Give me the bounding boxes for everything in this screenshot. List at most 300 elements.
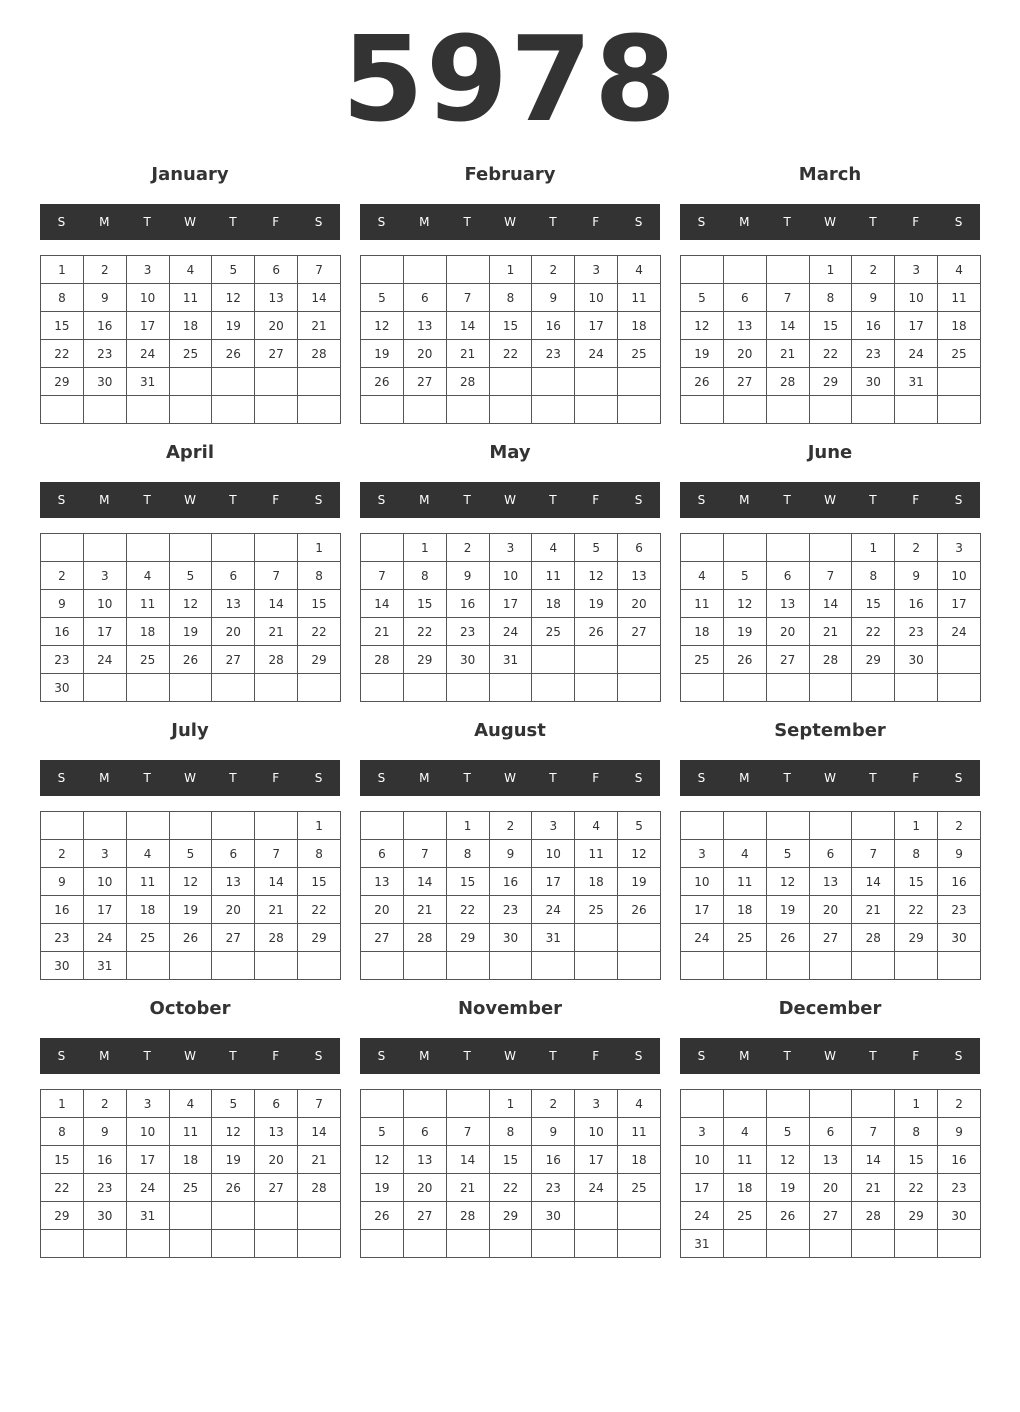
day-cell: 27 bbox=[809, 924, 852, 952]
day-cell: 6 bbox=[766, 562, 809, 590]
month-name: June bbox=[807, 442, 853, 463]
day-cell: 31 bbox=[681, 1230, 724, 1258]
weekday-label: S bbox=[697, 771, 706, 785]
day-cell: 15 bbox=[446, 868, 489, 896]
day-cell: 7 bbox=[298, 1090, 341, 1118]
day-cell: 23 bbox=[446, 618, 489, 646]
day-cell: 15 bbox=[895, 1146, 938, 1174]
day-cell: 19 bbox=[212, 1146, 255, 1174]
day-cell: 13 bbox=[809, 1146, 852, 1174]
day-cell: 28 bbox=[361, 646, 404, 674]
day-cell: 31 bbox=[126, 368, 169, 396]
empty-cell bbox=[255, 812, 298, 840]
day-cell: 25 bbox=[723, 924, 766, 952]
weekday-label: S bbox=[314, 493, 323, 507]
day-cell: 21 bbox=[852, 896, 895, 924]
day-cell: 26 bbox=[169, 646, 212, 674]
day-cell: 3 bbox=[681, 840, 724, 868]
weekday-label: F bbox=[272, 215, 280, 229]
weekday-header bbox=[360, 1038, 660, 1074]
day-cell: 3 bbox=[83, 840, 126, 868]
empty-cell bbox=[446, 674, 489, 702]
month-september bbox=[680, 713, 980, 983]
day-cell: 31 bbox=[126, 1202, 169, 1230]
day-cell: 23 bbox=[83, 340, 126, 368]
weekday-header bbox=[40, 204, 340, 240]
day-cell: 22 bbox=[298, 896, 341, 924]
day-cell: 26 bbox=[766, 924, 809, 952]
day-cell: 13 bbox=[255, 1118, 298, 1146]
empty-cell bbox=[575, 1202, 618, 1230]
weekday-label: S bbox=[314, 215, 323, 229]
month-name: October bbox=[149, 998, 231, 1019]
day-cell: 16 bbox=[532, 1146, 575, 1174]
empty-cell bbox=[169, 368, 212, 396]
weekday-label: T bbox=[463, 1049, 471, 1063]
month-name: April bbox=[165, 442, 215, 463]
weekday-label: T bbox=[783, 771, 791, 785]
empty-cell bbox=[212, 952, 255, 980]
day-cell: 12 bbox=[361, 312, 404, 340]
week-row bbox=[681, 1202, 981, 1230]
weekday-label: T bbox=[869, 493, 877, 507]
week-row bbox=[681, 868, 981, 896]
week-row bbox=[361, 868, 661, 896]
empty-cell bbox=[895, 1230, 938, 1258]
day-cell: 14 bbox=[255, 590, 298, 618]
weekday-label: T bbox=[549, 771, 557, 785]
weekday-label: M bbox=[419, 771, 430, 785]
day-cell: 14 bbox=[852, 1146, 895, 1174]
weekday-label: F bbox=[592, 1049, 600, 1063]
empty-cell bbox=[681, 534, 724, 562]
week-row bbox=[361, 1090, 661, 1118]
day-cell: 12 bbox=[212, 1118, 255, 1146]
empty-cell bbox=[766, 812, 809, 840]
month-name: November bbox=[457, 998, 563, 1019]
day-cell: 2 bbox=[532, 1090, 575, 1118]
weekday-label: T bbox=[549, 215, 557, 229]
day-cell: 27 bbox=[618, 618, 661, 646]
weekday-label: W bbox=[504, 1049, 516, 1063]
empty-cell bbox=[446, 1230, 489, 1258]
empty-cell bbox=[852, 812, 895, 840]
day-cell: 4 bbox=[126, 840, 169, 868]
empty-cell bbox=[938, 646, 981, 674]
day-cell: 14 bbox=[852, 868, 895, 896]
day-cell: 22 bbox=[895, 1174, 938, 1202]
day-cell: 6 bbox=[809, 1118, 852, 1146]
weekday-label: F bbox=[912, 771, 920, 785]
week-row bbox=[41, 1146, 341, 1174]
day-cell: 13 bbox=[766, 590, 809, 618]
day-cell: 9 bbox=[938, 1118, 981, 1146]
week-row bbox=[681, 256, 981, 284]
week-row bbox=[41, 284, 341, 312]
day-cell: 18 bbox=[618, 1146, 661, 1174]
week-row bbox=[361, 646, 661, 674]
empty-cell bbox=[169, 1230, 212, 1258]
weekday-label: T bbox=[549, 493, 557, 507]
weekday-label: T bbox=[783, 215, 791, 229]
empty-cell bbox=[532, 396, 575, 424]
empty-cell bbox=[298, 396, 341, 424]
week-row bbox=[361, 312, 661, 340]
day-cell: 2 bbox=[41, 840, 84, 868]
day-cell: 5 bbox=[361, 1118, 404, 1146]
day-cell: 18 bbox=[681, 618, 724, 646]
day-cell: 30 bbox=[938, 924, 981, 952]
week-row bbox=[681, 312, 981, 340]
day-cell: 5 bbox=[212, 256, 255, 284]
empty-cell bbox=[895, 952, 938, 980]
day-cell: 27 bbox=[255, 340, 298, 368]
weekday-label: W bbox=[184, 215, 196, 229]
week-row bbox=[361, 1202, 661, 1230]
day-cell: 3 bbox=[575, 1090, 618, 1118]
day-cell: 9 bbox=[41, 868, 84, 896]
day-cell: 2 bbox=[83, 1090, 126, 1118]
empty-cell bbox=[723, 1090, 766, 1118]
day-cell: 12 bbox=[723, 590, 766, 618]
empty-cell bbox=[403, 952, 446, 980]
empty-cell bbox=[618, 924, 661, 952]
day-cell: 19 bbox=[618, 868, 661, 896]
weekday-label: M bbox=[99, 493, 110, 507]
month-may bbox=[360, 435, 660, 705]
day-cell: 20 bbox=[361, 896, 404, 924]
week-row bbox=[681, 924, 981, 952]
year-title: 5978 bbox=[341, 10, 679, 148]
weekday-label: S bbox=[377, 493, 386, 507]
day-cell: 25 bbox=[618, 1174, 661, 1202]
day-cell: 27 bbox=[403, 1202, 446, 1230]
day-cell: 26 bbox=[575, 618, 618, 646]
day-cell: 6 bbox=[403, 284, 446, 312]
week-row bbox=[41, 590, 341, 618]
day-cell: 24 bbox=[575, 1174, 618, 1202]
day-cell: 1 bbox=[895, 1090, 938, 1118]
month-name: September bbox=[774, 720, 886, 741]
week-row bbox=[361, 340, 661, 368]
day-cell: 30 bbox=[532, 1202, 575, 1230]
empty-cell bbox=[575, 674, 618, 702]
day-cell: 1 bbox=[41, 1090, 84, 1118]
day-cell: 6 bbox=[255, 1090, 298, 1118]
weekday-label: F bbox=[272, 771, 280, 785]
day-cell: 29 bbox=[41, 368, 84, 396]
month-name: January bbox=[151, 164, 229, 185]
weekday-label: F bbox=[592, 771, 600, 785]
week-row bbox=[41, 812, 341, 840]
empty-cell bbox=[809, 1090, 852, 1118]
weekday-label: M bbox=[99, 215, 110, 229]
empty-cell bbox=[212, 1202, 255, 1230]
day-cell: 29 bbox=[41, 1202, 84, 1230]
empty-cell bbox=[618, 368, 661, 396]
day-cell: 11 bbox=[681, 590, 724, 618]
day-cell: 24 bbox=[895, 340, 938, 368]
day-cell: 24 bbox=[532, 896, 575, 924]
day-cell: 30 bbox=[489, 924, 532, 952]
day-cell: 12 bbox=[681, 312, 724, 340]
day-cell: 26 bbox=[723, 646, 766, 674]
day-cell: 27 bbox=[809, 1202, 852, 1230]
month-november bbox=[360, 991, 660, 1261]
day-cell: 12 bbox=[766, 868, 809, 896]
week-row bbox=[361, 896, 661, 924]
day-cell: 1 bbox=[489, 1090, 532, 1118]
weekday-header bbox=[680, 482, 980, 518]
week-row bbox=[41, 1174, 341, 1202]
weekday-header bbox=[40, 760, 340, 796]
day-cell: 15 bbox=[298, 868, 341, 896]
weekday-label: M bbox=[419, 1049, 430, 1063]
day-cell: 6 bbox=[403, 1118, 446, 1146]
day-cell: 25 bbox=[723, 1202, 766, 1230]
month-name: August bbox=[474, 720, 546, 741]
day-grid bbox=[680, 533, 981, 702]
week-row bbox=[361, 256, 661, 284]
weekday-label: S bbox=[954, 771, 963, 785]
weekday-label: T bbox=[463, 493, 471, 507]
day-cell: 10 bbox=[575, 1118, 618, 1146]
day-cell: 19 bbox=[212, 312, 255, 340]
weekday-label: S bbox=[954, 493, 963, 507]
day-cell: 2 bbox=[852, 256, 895, 284]
month-name: July bbox=[171, 720, 209, 741]
day-cell: 6 bbox=[618, 534, 661, 562]
day-cell: 18 bbox=[169, 1146, 212, 1174]
day-cell: 23 bbox=[83, 1174, 126, 1202]
empty-cell bbox=[575, 396, 618, 424]
day-cell: 7 bbox=[298, 256, 341, 284]
day-cell: 30 bbox=[938, 1202, 981, 1230]
week-row bbox=[681, 562, 981, 590]
day-cell: 23 bbox=[895, 618, 938, 646]
day-cell: 3 bbox=[681, 1118, 724, 1146]
week-row bbox=[41, 618, 341, 646]
day-cell: 20 bbox=[255, 1146, 298, 1174]
day-cell: 29 bbox=[895, 924, 938, 952]
day-cell: 29 bbox=[809, 368, 852, 396]
empty-cell bbox=[681, 812, 724, 840]
weekday-label: W bbox=[184, 771, 196, 785]
week-row bbox=[361, 812, 661, 840]
day-cell: 19 bbox=[723, 618, 766, 646]
weekday-label: S bbox=[697, 1049, 706, 1063]
day-cell: 25 bbox=[126, 646, 169, 674]
day-cell: 19 bbox=[169, 896, 212, 924]
day-cell: 20 bbox=[723, 340, 766, 368]
week-row bbox=[361, 1230, 661, 1258]
day-cell: 6 bbox=[212, 562, 255, 590]
day-grid bbox=[680, 255, 981, 424]
weekday-label: M bbox=[739, 771, 750, 785]
day-cell: 27 bbox=[212, 924, 255, 952]
week-row bbox=[361, 590, 661, 618]
day-cell: 20 bbox=[618, 590, 661, 618]
day-cell: 3 bbox=[532, 812, 575, 840]
day-cell: 1 bbox=[403, 534, 446, 562]
week-row bbox=[41, 674, 341, 702]
day-cell: 1 bbox=[41, 256, 84, 284]
day-cell: 30 bbox=[895, 646, 938, 674]
weekday-label: S bbox=[57, 215, 66, 229]
day-cell: 24 bbox=[83, 924, 126, 952]
week-row bbox=[41, 1118, 341, 1146]
empty-cell bbox=[126, 812, 169, 840]
month-april bbox=[40, 435, 340, 705]
week-row bbox=[41, 534, 341, 562]
day-cell: 20 bbox=[212, 618, 255, 646]
day-cell: 7 bbox=[809, 562, 852, 590]
weekday-label: S bbox=[57, 1049, 66, 1063]
day-cell: 3 bbox=[126, 1090, 169, 1118]
day-cell: 8 bbox=[895, 840, 938, 868]
day-cell: 24 bbox=[489, 618, 532, 646]
day-cell: 6 bbox=[809, 840, 852, 868]
empty-cell bbox=[361, 674, 404, 702]
day-cell: 9 bbox=[83, 284, 126, 312]
day-cell: 11 bbox=[126, 590, 169, 618]
day-cell: 21 bbox=[255, 896, 298, 924]
empty-cell bbox=[255, 396, 298, 424]
day-cell: 9 bbox=[938, 840, 981, 868]
week-row bbox=[361, 396, 661, 424]
day-cell: 10 bbox=[938, 562, 981, 590]
day-cell: 7 bbox=[852, 1118, 895, 1146]
day-cell: 25 bbox=[681, 646, 724, 674]
day-cell: 12 bbox=[212, 284, 255, 312]
day-cell: 28 bbox=[852, 924, 895, 952]
day-cell: 5 bbox=[361, 284, 404, 312]
day-cell: 24 bbox=[126, 1174, 169, 1202]
weekday-label: M bbox=[739, 215, 750, 229]
day-cell: 22 bbox=[298, 618, 341, 646]
empty-cell bbox=[618, 1230, 661, 1258]
empty-cell bbox=[212, 812, 255, 840]
week-row bbox=[41, 312, 341, 340]
empty-cell bbox=[938, 368, 981, 396]
empty-cell bbox=[255, 1230, 298, 1258]
empty-cell bbox=[169, 674, 212, 702]
day-cell: 20 bbox=[403, 340, 446, 368]
week-row bbox=[681, 896, 981, 924]
weekday-label: W bbox=[504, 493, 516, 507]
week-row bbox=[41, 256, 341, 284]
day-cell: 25 bbox=[126, 924, 169, 952]
day-grid bbox=[680, 811, 981, 980]
empty-cell bbox=[403, 812, 446, 840]
empty-cell bbox=[575, 1230, 618, 1258]
day-cell: 31 bbox=[83, 952, 126, 980]
day-cell: 23 bbox=[41, 924, 84, 952]
day-cell: 5 bbox=[169, 562, 212, 590]
empty-cell bbox=[532, 646, 575, 674]
empty-cell bbox=[681, 952, 724, 980]
day-cell: 16 bbox=[83, 1146, 126, 1174]
day-cell: 24 bbox=[575, 340, 618, 368]
week-row bbox=[681, 284, 981, 312]
empty-cell bbox=[766, 256, 809, 284]
weekday-label: M bbox=[99, 771, 110, 785]
weekday-label: T bbox=[463, 215, 471, 229]
day-cell: 27 bbox=[403, 368, 446, 396]
day-cell: 2 bbox=[895, 534, 938, 562]
weekday-label: W bbox=[184, 1049, 196, 1063]
day-cell: 13 bbox=[403, 312, 446, 340]
weekday-label: T bbox=[229, 1049, 237, 1063]
day-cell: 19 bbox=[681, 340, 724, 368]
month-january bbox=[40, 157, 340, 427]
day-cell: 22 bbox=[852, 618, 895, 646]
weekday-label: F bbox=[592, 493, 600, 507]
weekday-label: W bbox=[824, 771, 836, 785]
day-cell: 30 bbox=[852, 368, 895, 396]
day-cell: 10 bbox=[895, 284, 938, 312]
day-cell: 1 bbox=[298, 534, 341, 562]
day-cell: 5 bbox=[212, 1090, 255, 1118]
week-row bbox=[681, 1174, 981, 1202]
day-cell: 10 bbox=[489, 562, 532, 590]
day-cell: 27 bbox=[361, 924, 404, 952]
day-cell: 4 bbox=[618, 1090, 661, 1118]
day-cell: 26 bbox=[212, 1174, 255, 1202]
day-cell: 7 bbox=[255, 840, 298, 868]
weekday-label: M bbox=[739, 493, 750, 507]
empty-cell bbox=[938, 1230, 981, 1258]
empty-cell bbox=[681, 674, 724, 702]
day-cell: 3 bbox=[489, 534, 532, 562]
weekday-label: W bbox=[824, 493, 836, 507]
empty-cell bbox=[83, 674, 126, 702]
week-row bbox=[681, 340, 981, 368]
empty-cell bbox=[766, 534, 809, 562]
empty-cell bbox=[361, 952, 404, 980]
day-cell: 6 bbox=[255, 256, 298, 284]
empty-cell bbox=[723, 534, 766, 562]
empty-cell bbox=[403, 256, 446, 284]
empty-cell bbox=[298, 952, 341, 980]
day-cell: 4 bbox=[723, 1118, 766, 1146]
day-cell: 10 bbox=[126, 1118, 169, 1146]
month-july bbox=[40, 713, 340, 983]
empty-cell bbox=[809, 534, 852, 562]
week-row bbox=[681, 534, 981, 562]
empty-cell bbox=[575, 924, 618, 952]
day-cell: 13 bbox=[403, 1146, 446, 1174]
empty-cell bbox=[766, 1090, 809, 1118]
day-cell: 29 bbox=[403, 646, 446, 674]
day-cell: 10 bbox=[83, 590, 126, 618]
empty-cell bbox=[895, 674, 938, 702]
day-cell: 5 bbox=[766, 1118, 809, 1146]
day-cell: 27 bbox=[766, 646, 809, 674]
empty-cell bbox=[618, 952, 661, 980]
day-cell: 21 bbox=[809, 618, 852, 646]
day-cell: 16 bbox=[938, 1146, 981, 1174]
weekday-label: F bbox=[272, 1049, 280, 1063]
day-cell: 2 bbox=[41, 562, 84, 590]
day-cell: 8 bbox=[809, 284, 852, 312]
day-cell: 24 bbox=[681, 1202, 724, 1230]
day-cell: 23 bbox=[852, 340, 895, 368]
weekday-label: S bbox=[634, 215, 643, 229]
empty-cell bbox=[938, 952, 981, 980]
day-cell: 3 bbox=[895, 256, 938, 284]
weekday-header bbox=[40, 1038, 340, 1074]
